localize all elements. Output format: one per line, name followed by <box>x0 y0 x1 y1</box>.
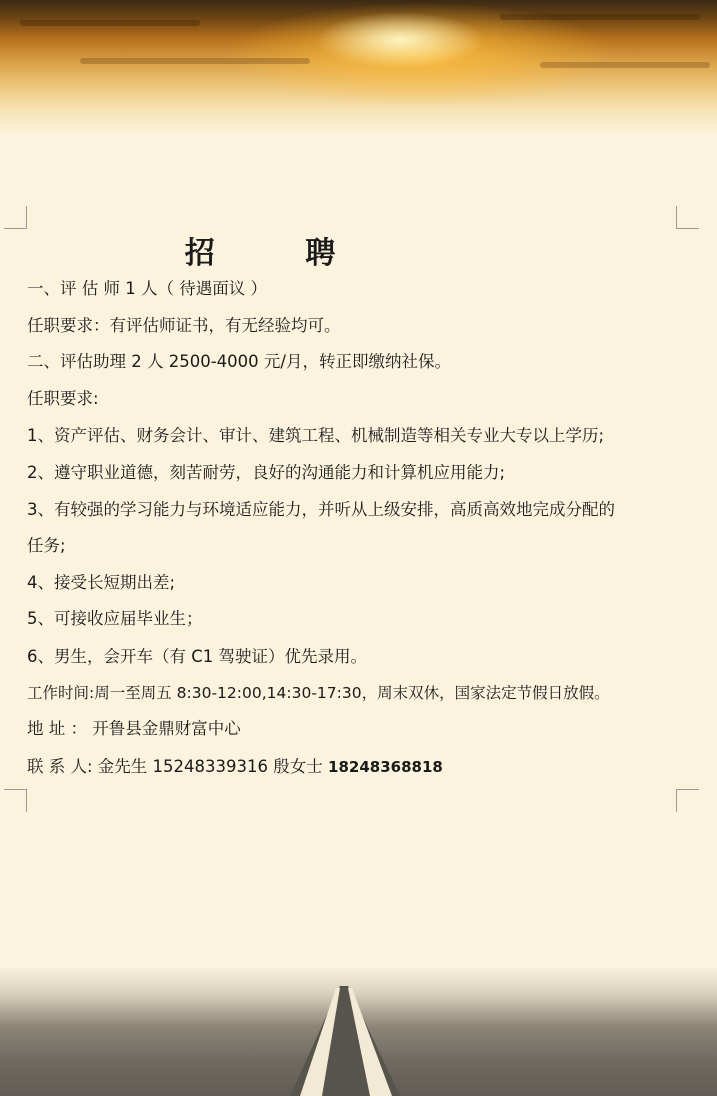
job-line-1: 一、评 估 师 1 人（ 待遇面议 ） <box>27 279 267 298</box>
sunset-sky-header <box>0 0 717 135</box>
work-hours: 工作时间:周一至周五 8:30-12:00,14:30-17:30，周末双休，国家法定节假日放假。 <box>27 684 610 702</box>
page-title: 招 聘 <box>184 236 376 271</box>
address: 地 址 ： 开鲁县金鼎财富中心 <box>27 719 241 738</box>
requirement-3: 3、有较强的学习能力与环境适应能力，并听从上级安排，高质高效地完成分配的 <box>27 500 615 519</box>
page-corner-mark <box>676 206 699 229</box>
requirement-5: 5、可接收应届毕业生； <box>27 609 203 628</box>
road-footer-image <box>0 966 717 1096</box>
page-corner-mark <box>676 789 699 812</box>
requirement-3-continued: 任务; <box>27 536 66 555</box>
contact-line <box>27 756 443 778</box>
job-line-3: 二、评估助理 2 人 2500-4000 元/月，转正即缴纳社保。 <box>27 352 451 371</box>
requirement-4: 4、接受长短期出差; <box>27 573 176 592</box>
cloud-streak <box>500 14 700 20</box>
cloud-streak <box>80 58 310 64</box>
job-line-4: 任职要求: <box>27 389 99 408</box>
page-corner-mark <box>4 206 27 229</box>
contact-phone-2: 18248368818 <box>328 758 443 776</box>
road-lane-markings <box>0 966 717 1096</box>
requirement-6: 6、男生，会开车（有 C1 驾驶证）优先录用。 <box>27 647 368 666</box>
requirement-2: 2、遵守职业道德，刻苦耐劳，良好的沟通能力和计算机应用能力; <box>27 463 506 482</box>
job-line-2: 任职要求：有评估师证书，有无经验均可。 <box>27 316 341 335</box>
cloud-streak <box>20 20 200 26</box>
page-corner-mark <box>4 789 27 812</box>
contact-label: 联 系 人: 金先生 15248339316 殷女士 <box>27 757 329 776</box>
requirement-1: 1、资产评估、财务会计、审计、建筑工程、机械制造等相关专业大专以上学历; <box>27 426 605 445</box>
cloud-streak <box>540 62 710 68</box>
